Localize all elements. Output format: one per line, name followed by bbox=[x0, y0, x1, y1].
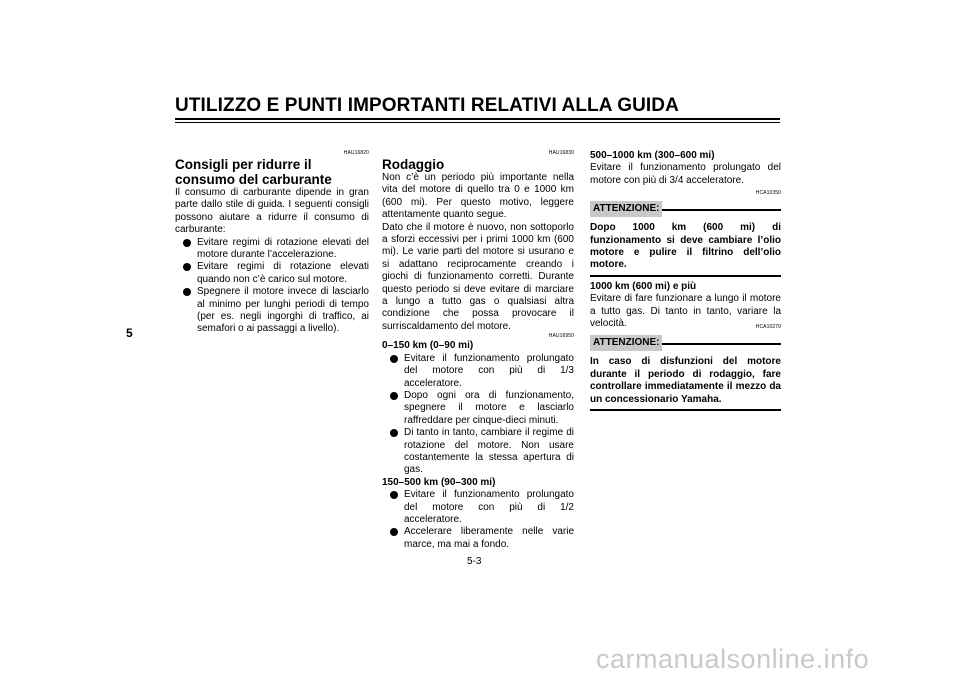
subheading: 500–1000 km (300–600 mi) bbox=[590, 150, 715, 161]
attention-badge: ATTENZIONE: bbox=[590, 335, 662, 351]
section-code: HCA10350 bbox=[755, 190, 781, 197]
subheading: 1000 km (600 mi) e più bbox=[590, 280, 697, 292]
list-item: Dopo ogni ora di funzionamento, spegnere il motore e lasciarlo raffreddare per cinque-dieci minuti. bbox=[382, 390, 574, 427]
section-code: HAU16820 bbox=[343, 150, 369, 156]
bullet-icon bbox=[183, 239, 191, 247]
bullet-icon bbox=[390, 392, 398, 400]
paragraph: Non c’è un periodo più importante nella vita del motore di quello tra 0 e 1000 km (600 mi). Per questo motivo, leggere attentamente quanto segue. bbox=[382, 172, 574, 221]
attention-end-rule bbox=[590, 409, 781, 411]
column-break-in bbox=[382, 150, 574, 551]
watermark: carmanualsonline.info bbox=[596, 644, 870, 674]
break-in-list bbox=[382, 489, 574, 551]
title-rule bbox=[175, 118, 780, 120]
list-item: Evitare regimi di rotazione elevati del motore durante l’accelerazione. bbox=[175, 237, 369, 262]
attention-text: Dopo 1000 km (600 mi) di funzionamento si deve cambiare l’olio motore e pulire il filtrino dell’olio motore. bbox=[590, 222, 781, 271]
list-item: Di tanto in tanto, cambiare il regime di rotazione del motore. Non usare costantemente la stessa apertura di gas. bbox=[382, 427, 574, 477]
chapter-tab bbox=[121, 322, 170, 344]
chapter-number: 5 bbox=[126, 326, 133, 340]
section-code: HCA10270 bbox=[755, 324, 781, 331]
list-item: Spegnere il motore invece di lasciarlo al minimo per lunghi periodi di tempo (per es. negli ingorghi di traffico, ai semafori o ai passaggi a livello). bbox=[175, 286, 369, 336]
column-break-in-continued bbox=[590, 150, 781, 411]
tips-list bbox=[175, 237, 369, 336]
attention-header bbox=[590, 333, 781, 353]
bullet-icon bbox=[183, 263, 191, 271]
section-code: HAU16830 bbox=[548, 150, 574, 156]
list-item: Evitare regimi di rotazione elevati quando non c’è carico sul motore. bbox=[175, 261, 369, 286]
subheading: 0–150 km (0–90 mi) bbox=[382, 340, 474, 352]
title-rule-thin bbox=[175, 122, 780, 123]
bullet-icon bbox=[390, 355, 398, 363]
list-item: Evitare il funzionamento prolungato del motore con più di 1/2 acceleratore. bbox=[382, 489, 574, 526]
section-heading: Consigli per ridurre il consumo del carburante bbox=[175, 157, 332, 187]
page-title: UTILIZZO E PUNTI IMPORTANTI RELATIVI ALLA GUIDA bbox=[175, 95, 679, 116]
bullet-icon bbox=[390, 528, 398, 536]
list-item: Accelerare liberamente nelle varie marce, ma mai a fondo. bbox=[382, 526, 574, 551]
subheading: 150–500 km (90–300 mi) bbox=[382, 476, 496, 488]
bullet-icon bbox=[390, 429, 398, 437]
list-item: Evitare il funzionamento prolungato del motore con più di 1/3 acceleratore. bbox=[382, 353, 574, 390]
attention-badge: ATTENZIONE: bbox=[590, 201, 662, 217]
attention-header bbox=[590, 199, 781, 219]
bullet-icon bbox=[183, 288, 191, 296]
attention-end-rule bbox=[590, 275, 781, 277]
column-fuel-consumption bbox=[175, 150, 369, 336]
attention-text: In caso di disfunzioni del motore durante il periodo di rodaggio, fare controllare immediatamente il mezzo da un concessionario Yamaha. bbox=[590, 356, 781, 405]
paragraph: Evitare di fare funzionare a lungo il motore a tutto gas. Di tanto in tanto, variare la velocità. bbox=[590, 293, 781, 330]
break-in-list bbox=[382, 353, 574, 477]
paragraph: Dato che il motore è nuovo, non sottoporlo a sforzi eccessivi per i primi 1000 km (600 mi). Le varie parti del motore si usurano e si adattano reciprocamente creando i giochi di funzionamento corretti. Durante questo periodo si deve evitare di marciare a lungo a tutto gas o qualsiasi altra condizione che possa provocare il surriscaldamento del motore. bbox=[382, 221, 574, 332]
section-heading: Rodaggio bbox=[382, 157, 445, 172]
section-code: HAU16950 bbox=[548, 333, 574, 340]
bullet-icon bbox=[390, 491, 398, 499]
paragraph: Evitare il funzionamento prolungato del motore con più di 3/4 acceleratore. bbox=[590, 162, 781, 186]
page-number: 5-3 bbox=[467, 556, 482, 567]
intro-text: Il consumo di carburante dipende in gran parte dallo stile di guida. I seguenti consigli possono aiutare a ridurre il consumo di carburante: bbox=[175, 187, 369, 236]
